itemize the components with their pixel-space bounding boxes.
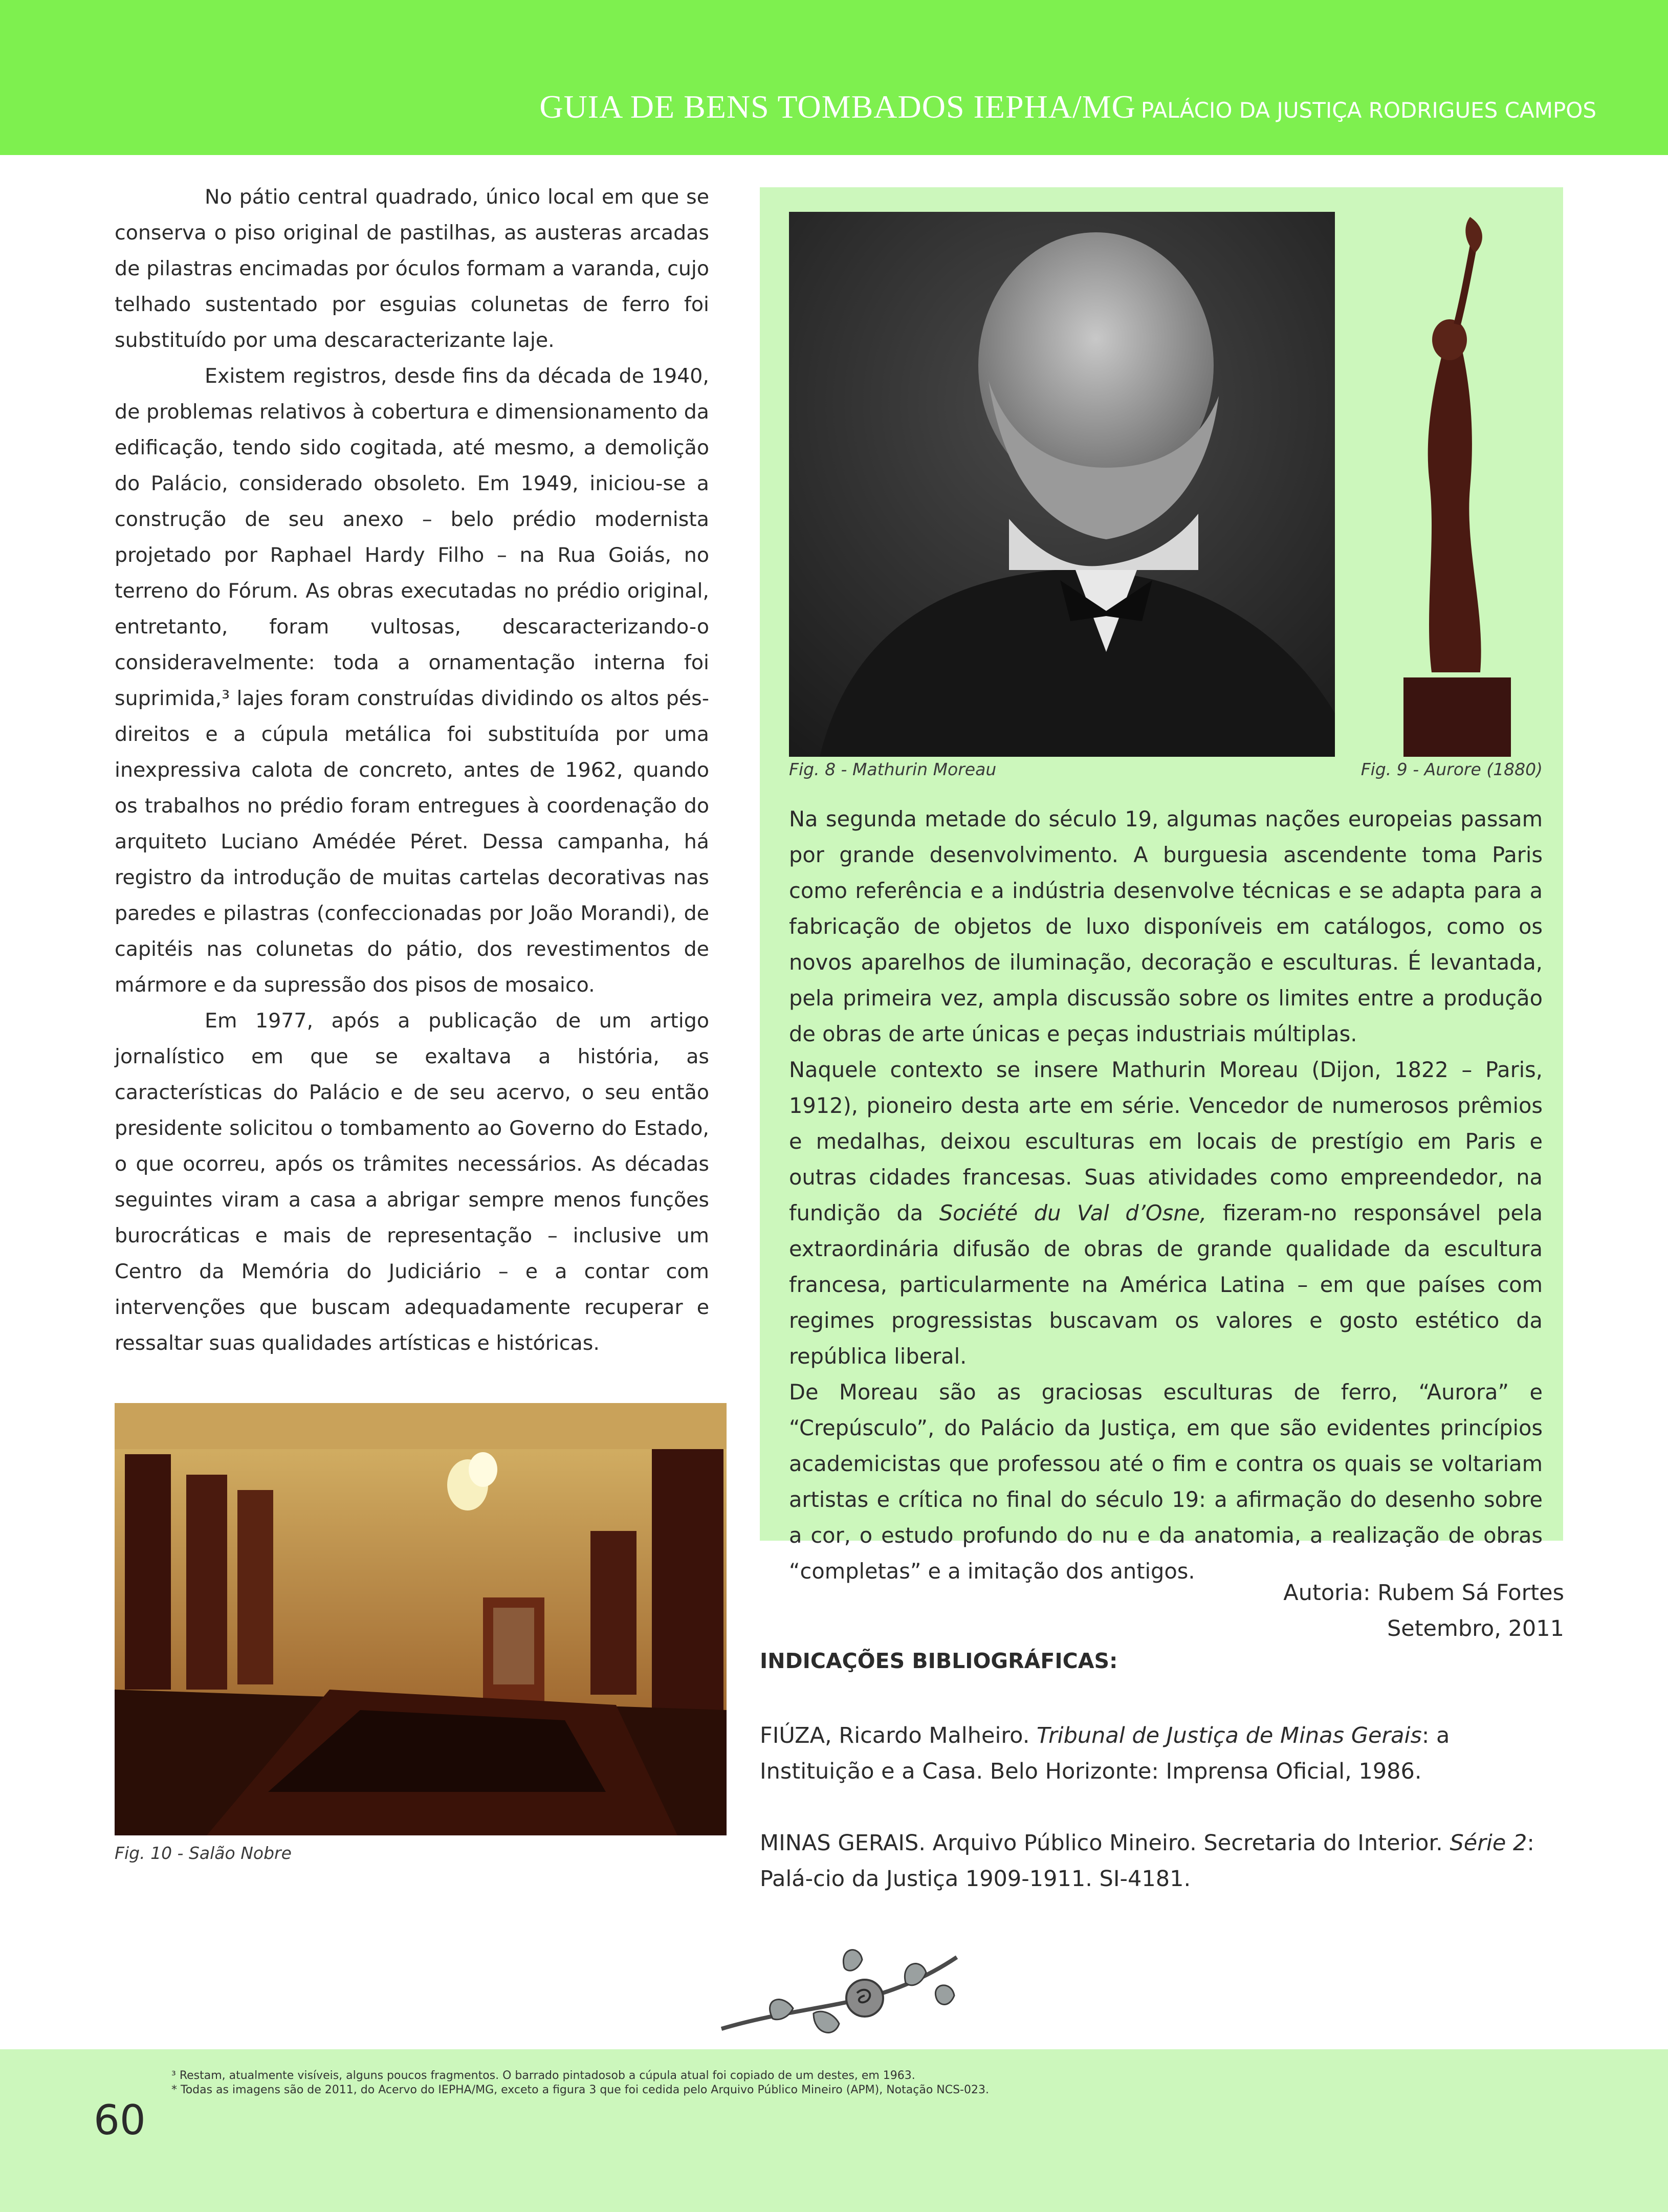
footnote: ³ Restam, atualmente visíveis, alguns poucos fragmentos. O barrado pintadosob a cúpula atual foi copiado de um destes, em 1963. [171,2069,915,2082]
paragraph: Naquele contexto se insere Mathurin Moreau (Dijon, 1822 – Paris, 1912), pioneiro desta arte em série. Vencedor de numerosos prêmios e medalhas, deixou esculturas em locais de prestígio em Paris e outras cidades francesas. Suas atividades como empreendedor, na fundição da Société du Val d’Osne, fizeram-no responsável pela extraordinária difusão de obras de grande qualidade da escultura francesa, particularmente na América Latina – em que países com regimes progressistas buscavam os valores e gosto estético da república liberal. [789,1057,1543,1369]
sidebar-text [789,801,1543,1589]
page-number: 60 [94,2096,146,2144]
section-subtitle: PALÁCIO DA JUSTIÇA RODRIGUES CAMPOS [1140,98,1596,123]
salao-nobre-photo [115,1403,727,1835]
author-block [1283,1575,1564,1647]
page-footer [0,2049,1668,2212]
statue-photo [1388,212,1526,757]
bibliography-entry: MINAS GERAIS. Arquivo Público Mineiro. Secretaria do Interior. Série 2: Palá-cio da Justiça 1909-1911. SI-4181. [760,1830,1534,1892]
paragraph: Na segunda metade do século 19, algumas nações europeias passam por grande desenvolvimento. A burguesia ascendente toma Paris como referência e a indústria desenvolve técnicas e se adapta para a fabricação de objetos de luxo disponíveis em catálogos, como os novos aparelhos de iluminação, decoração e esculturas. É levantada, pela primeira vez, ampla discussão sobre os limites entre a produção de obras de arte únicas e peças industriais múltiplas. [789,806,1543,1046]
author-name: Autoria: Rubem Sá Fortes [1283,1580,1564,1606]
left-column-text [115,179,709,1361]
figure-caption: Fig. 8 - Mathurin Moreau [789,759,997,779]
italic-term: Société du Val d’Osne, [939,1200,1207,1225]
header-title [539,88,1596,126]
bibliography-entry: FIÚZA, Ricardo Malheiro. Tribunal de Justiça de Minas Gerais: a Instituição e a Casa. Belo Horizonte: Imprensa Oficial, 1986. [760,1723,1450,1784]
figure-caption: Fig. 9 - Aurore (1880) [1360,759,1543,779]
figure-caption: Fig. 10 - Salão Nobre [115,1843,292,1863]
rose-ornament-icon [711,1937,982,2044]
page-header [0,0,1668,155]
guide-title: GUIA DE BENS TOMBADOS IEPHA/MG [539,89,1136,125]
bibliography-title: INDICAÇÕES BIBLIOGRÁFICAS: [760,1649,1118,1673]
paragraph: De Moreau são as graciosas esculturas de ferro, “Aurora” e “Crepúsculo”, do Palácio da Justiça, em que são evidentes princípios academicistas que professou até o fim e contra os quais se voltariam artistas e crítica no final do século 19: a afirmação do desenho sobre a cor, o estudo profundo do nu e da anatomia, a realização de obras “completas” e a imitação dos antigos. [789,1379,1543,1584]
sidebar-box [760,187,1563,1584]
paragraph: Existem registros, desde fins da década de 1940, de problemas relativos à cobertura e dimensionamento da edificação, tendo sido cogitada, até mesmo, a demolição do Palácio, considerado obsoleto. Em 1949, iniciou-se a construção de seu anexo – belo prédio modernista projetado por Raphael Hardy Filho – na Rua Goiás, no terreno do Fórum. As obras executadas no prédio original, entretanto, foram vultosas, descaracterizando-o consideravelmente: toda a ornamentação interna foi suprimida,³ lajes foram construídas dividindo os altos pés-direitos e a cúpula metálica foi substituída por uma inexpressiva calota de concreto, antes de 1962, quando os trabalhos no prédio foram entregues à coordenação do arquiteto Luciano Amédée Péret. Dessa campanha, há registro da introdução de muitas cartelas decorativas nas paredes e pilastras (confeccionadas por João Morandi), de capitéis nas colunetas do pátio, dos revestimentos de mármore e da supressão dos pisos de mosaico. [115,364,709,997]
paragraph: Em 1977, após a publicação de um artigo jornalístico em que se exaltava a história, as características do Palácio e de seu acervo, o seu então presidente solicitou o tombamento ao Governo do Estado, o que ocorreu, após os trâmites necessários. As décadas seguintes viram a casa a abrigar sempre menos funções burocráticas e mais de representação – inclusive um Centro da Memória do Judiciário – e a contar com intervenções que buscam adequadamente recuperar e ressaltar suas qualidades artísticas e históricas. [115,1009,709,1355]
author-date: Setembro, 2011 [1387,1616,1564,1641]
paragraph: No pátio central quadrado, único local em que se conserva o piso original de pastilhas, as austeras arcadas de pilastras encimadas por óculos formam a varanda, cujo telhado sustentado por esguias colunetas de ferro foi substituído por uma descaracterizante laje. [115,185,709,352]
portrait-photo [789,212,1335,757]
footnote: * Todas as imagens são de 2011, do Acervo do IEPHA/MG, exceto a figura 3 que foi cedida pelo Arquivo Público Mineiro (APM), Notação NCS-023. [171,2084,989,2096]
